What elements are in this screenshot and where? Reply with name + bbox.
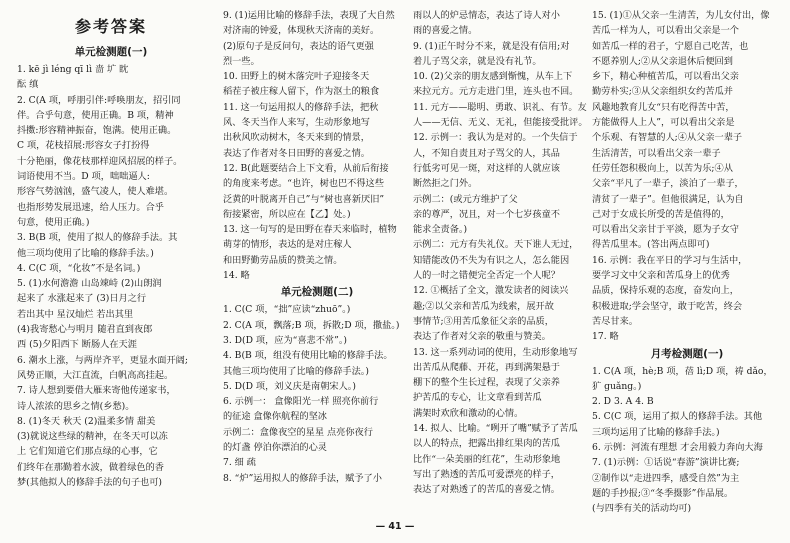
answer-line: 10. (2)父亲的朋友感到惭愧，从车上下 — [413, 71, 573, 83]
answer-line: 个乐观、有智慧的人;④从父亲一辈子 — [592, 132, 743, 144]
answer-line: 诗人浓浓的思乡之情(乡愁)。 — [17, 400, 135, 412]
section-heading: 月考检测题(一) — [650, 347, 724, 360]
answer-line: 如苦瓜一样的君子，宁愿自己吃苦，也 — [592, 40, 749, 52]
section-heading: 单元检测题(一) — [74, 46, 148, 58]
answer-line: 5. (1)水何澹澹 山岛竦峙 (2)山朗润 — [17, 278, 162, 290]
answer-line: 得苦瓜里本。(答出两点即可) — [592, 239, 710, 251]
answer-line: 萌芽的情形，表达的是对庄稼人 — [223, 239, 352, 251]
answer-line: 行低劣可见一斑，对这样的人就应该 — [413, 162, 560, 174]
answer-line: 1. C(C 项，“拙”应读“zhuō”。) — [223, 304, 351, 316]
answer-column-3 — [413, 8, 601, 498]
answer-line: 要学习文中父亲和苦瓜身上的优秀 — [592, 270, 730, 282]
answer-line: 亲的尊严，况且，对一个七岁孩童不 — [413, 208, 560, 220]
answer-line: 15. (1)①从父亲一生清苦，为儿女付出，像 — [592, 10, 770, 21]
answer-line: C 项，花枝招展:形容女子打扮得 — [17, 140, 150, 152]
answer-line: 断然拒之门外。 — [413, 178, 478, 190]
answer-line: 14. 略 — [223, 270, 250, 282]
answer-line: 十分艳丽，像花枝那样迎风招展的样子。 — [17, 155, 183, 167]
answer-line: 2. C(A 项，飘落;B 项，拆散;D 项，撒盐。) — [223, 319, 400, 331]
answer-line: 任劳任怨积极向上，以苦为乐;④从 — [592, 162, 733, 174]
answer-line: 6. 潮水上涨，与两岸齐平，更显水面开阔; — [17, 354, 188, 366]
answer-line: 表达了作者对父亲的敬重与赞美。 — [413, 331, 551, 343]
answer-line: 酝 缜 — [17, 79, 39, 91]
answer-line: 示例二：(或元方维护了父 — [413, 193, 518, 205]
answer-line: 衔接紧密，所以应在【乙】处。) — [223, 208, 351, 220]
answer-line: 起来了 水涨起来了 (3)日月之行 — [17, 293, 147, 305]
answer-line: 人的一时之错便完全否定一个人呢？ — [413, 270, 560, 282]
answer-line: 风、冬天当作人来写，生动形象地写 — [223, 117, 370, 129]
answer-line: 风势正顺，大江直流，白帆高高挂起。 — [17, 369, 174, 381]
answer-line: 形容气势汹汹，盛气凌人，使人难堪。 — [17, 186, 174, 198]
answer-line: 生活清苦，可以看出父亲一辈子 — [592, 147, 721, 159]
answer-line: 3. D(D 项，应为“喜悲不常”。) — [223, 334, 347, 346]
answer-line: 12. B(此题要结合上下文看，从前后衔接 — [223, 162, 389, 174]
answer-line: 的征途 盒像你航程的坚冰 — [223, 411, 327, 423]
answer-line: 表达了对熟透了的苦瓜的喜爱之情。 — [413, 484, 560, 496]
answer-line: 1. kē jì léng qī lì 啬 圹 眈 — [17, 64, 129, 75]
answer-line: 出秋风吹动树木，冬天来到的情景， — [223, 132, 370, 144]
answer-line: 泛黄的叶脱离开自己”与“树也喜新厌旧” — [223, 193, 385, 205]
answer-line: 6. 示例一： 盒像阳光一样 照亮你前行 — [223, 396, 379, 408]
answer-line: 2. D 3. A 4. B — [592, 396, 654, 408]
answer-line: 8. “炉”运用拟人的修辞手法，赋予了小 — [223, 472, 382, 484]
answer-line: 雨以人的炉忌情态，表达了诗人对小 — [413, 10, 560, 21]
answer-line: 句意，使用正确。) — [17, 216, 90, 228]
answer-line: 13. 这一句写的是田野在春天来临时，植物 — [223, 224, 397, 236]
answer-line: 以人的特点，把露出排红果肉的苦瓜 — [413, 438, 560, 450]
answer-line: 9. (1)运用比喻的修辞手法，表现了大自然 — [223, 10, 395, 21]
answer-column-2 — [223, 8, 411, 486]
answer-line: 护苦瓜的专心，让文章看到苦瓜 — [413, 392, 542, 404]
answer-line: 11. 元方——聪明、勇敢、识礼、有节。友 — [413, 101, 587, 113]
answer-line: 词语使用不当。D 项，咄咄逼人: — [17, 171, 150, 183]
answer-line: 其他三项均使用了比喻的修辞手法。) — [223, 365, 369, 377]
answer-line: 积极进取;学会坚守，敢于吃苦，终会 — [592, 300, 743, 312]
answer-line: 8. (1)冬天 秋天 (2)温柔多情 甜美 — [17, 415, 156, 427]
answer-line: 能求全责备。) — [413, 224, 468, 236]
answer-line: 己对于女成长所受的苦是值得的， — [592, 208, 730, 220]
answer-column-4 — [592, 8, 782, 517]
answer-line: 示例二：元方有失礼仪。天下谁人无过， — [413, 239, 579, 251]
answer-line: 12. ①概括了全文，激发读者的阅读兴 — [413, 285, 569, 297]
answer-line: 5. D(D 项，刘义庆是南朝宋人。) — [223, 380, 356, 392]
answer-line: 苦瓜一样为人，可以看出父亲是一个 — [592, 25, 739, 37]
answer-line: 3. B(B 项，使用了拟人的修辞手法。其 — [17, 232, 178, 244]
answer-line: 4. B(B 项，组没有使用比喻的修辞手法。 — [223, 350, 393, 362]
answer-line: 事情节;③用苦瓜象征父亲的品质， — [413, 315, 554, 327]
section-heading: 单元检测题(二) — [280, 286, 354, 299]
answer-line: 12. 示例一：我认为是对的。一个失信于 — [413, 132, 578, 144]
page-title: 参考答案 — [74, 17, 147, 36]
answer-line: 7. 诗人想到要借大雁来寄他传递家书， — [17, 385, 176, 397]
answer-line: 趣;②以父亲和苦瓜为线索，展开故 — [413, 300, 554, 312]
answer-line: 比作“一朵美丽的红花”，生动形象地 — [413, 453, 561, 465]
answer-line: 7. (1)示例：①话说“春游”演讲比赛; — [592, 457, 740, 469]
answer-column-1 — [17, 8, 205, 490]
answer-line: 知错能改仍不失为有识之人，怎么能因 — [413, 254, 570, 266]
answer-line: 和田野勤劳品质的赞美之情。 — [223, 254, 343, 266]
answer-line: 6. 示例：河流有理想 才会用毅力奔向大海 — [592, 442, 763, 454]
page-number: — 41 — — [375, 521, 415, 532]
answer-line: 品质，保持乐观的态度，奋发向上， — [592, 285, 739, 297]
answer-line: 16. 示例：我在平日的学习与生活中， — [592, 254, 748, 266]
answer-line: 苦尽甘来。 — [592, 315, 638, 327]
answer-line: (3)就说这些绿的精神，在冬天可以冻 — [17, 431, 168, 443]
answer-line: 方能做得人上人”，可以看出父亲是 — [592, 117, 735, 129]
answer-line: 西 (5)夕阳西下 断肠人在天涯 — [17, 339, 137, 351]
answer-line: 出苦瓜从爬藤、开花，再到满架悬于 — [413, 361, 560, 373]
answer-line: 满架时欢欣和激动的心情。 — [413, 407, 524, 419]
answer-line: 父亲“平凡了一辈子，淡泊了一辈子， — [592, 178, 744, 190]
answer-line: 他三项均使用了比喻的修辞手法。) — [17, 247, 154, 259]
answer-line: 也指形势发展迅速，给人压力。合乎 — [17, 201, 164, 213]
answer-line: 的灯盏 停泊你漂泊的心灵 — [223, 442, 327, 454]
answer-line: 烈一些。 — [223, 55, 260, 67]
answer-line: 犷 guǎng。) — [592, 380, 642, 392]
answer-line: 棚下的整个生长过程，表现了父亲养 — [413, 377, 560, 389]
answer-line: 们终年在那勤着水波，做着绿色的香 — [17, 461, 164, 473]
answer-line: 来拉元方。元方走进门里，连头也不回。 — [413, 86, 579, 98]
answer-line: 题的手抄报;③“冬季摄影”作品展。 — [592, 487, 734, 499]
answer-line: (2)原句子是反问句，表达的语气更强 — [223, 40, 374, 52]
answer-line: 伴。合乎句意，使用正确。B 项，精神 — [17, 109, 174, 121]
answer-line: 可以看出父亲甘于平淡，愿为子女守 — [592, 224, 739, 236]
answer-line: 11. 这一句运用拟人的修辞手法，把秋 — [223, 101, 379, 113]
answer-line: 7. 细 疏 — [223, 457, 256, 469]
answer-line: 梦(其他拟人的修辞手法的句子也可) — [17, 477, 162, 489]
answer-line: 上 它们知道它们那点绿的心事，它 — [17, 446, 158, 458]
answer-line: 勤劳朴实;③从父亲组织女约苦瓜并 — [592, 86, 733, 98]
answer-line: 风趣地教育儿女“只有吃得苦中苦， — [592, 101, 735, 113]
answer-line: 13. 这一系列动词的使用，生动形象地写 — [413, 346, 578, 358]
answer-line: (4)我寄愁心与明月 随君直到夜郎 — [17, 324, 153, 336]
answer-line: ②制作以“走进四季，感受自然”为主 — [592, 472, 740, 484]
answer-line: 雨的喜爱之情。 — [413, 25, 478, 37]
answer-line: 14. 拟人、比喻。“咧开了嘴”赋予了苦瓜 — [413, 423, 578, 435]
answer-line: 4. C(C 项，“化妆”不是名词。) — [17, 262, 141, 274]
answer-line: 对济南的钟爱，体现秋天济南的美好。 — [223, 25, 380, 37]
answer-line: 三项均运用了比喻的修辞手法。) — [592, 426, 720, 438]
answer-line: 着儿子骂父亲，就是没有礼节。 — [413, 55, 542, 67]
answer-line: 5. C(C 项，运用了拟人的修辞手法。其他 — [592, 411, 763, 423]
answer-line: 9. (1)正午时分不来，就是没有信用;对 — [413, 40, 570, 52]
answer-line: 17. 略 — [592, 331, 619, 343]
answer-line: 清贫了一辈子”。但他很满足，认为自 — [592, 193, 744, 205]
answer-line: 表达了作者对冬日田野的喜爱之情。 — [223, 147, 370, 159]
answer-line: 10. 田野上的树木落完叶子迎接冬天 — [223, 71, 370, 83]
answer-line: 的角度来考虑。“也许，树也巴不得这些 — [223, 178, 384, 190]
answer-line: 稻茬子被庄稼人留下，作为沤土的粮食 — [223, 86, 380, 98]
answer-line: 1. C(A 项，hè;B 项，蓓 lì;D 项，祷 dǎo， — [592, 365, 773, 377]
answer-line: 不愿养别人;②从父亲退休后便回到 — [592, 55, 733, 67]
answer-line: 示例二：盒像夜空的星星 点亮你夜行 — [223, 426, 373, 438]
answer-line: 2. C(A 项，呼朋引伴:呼唤朋友，招引同 — [17, 94, 181, 106]
answer-line: 人——无信、无义、无礼，但能接受批评。 — [413, 117, 588, 129]
answer-line: (与四季有关的活动均可) — [592, 503, 692, 515]
answer-line: 写出了熟透的苦瓜可爱漂亮的样子， — [413, 468, 560, 480]
answer-line: 抖擞:形容精神振奋，饱满。使用正确。 — [17, 125, 177, 137]
answer-line: 若出其中 星汉灿烂 若出其里 — [17, 308, 134, 320]
answer-line: 乡下，精心种植苦瓜，可以看出父亲 — [592, 71, 739, 83]
answer-line: 人，不知自责且对子骂父的人，其品 — [413, 147, 560, 159]
